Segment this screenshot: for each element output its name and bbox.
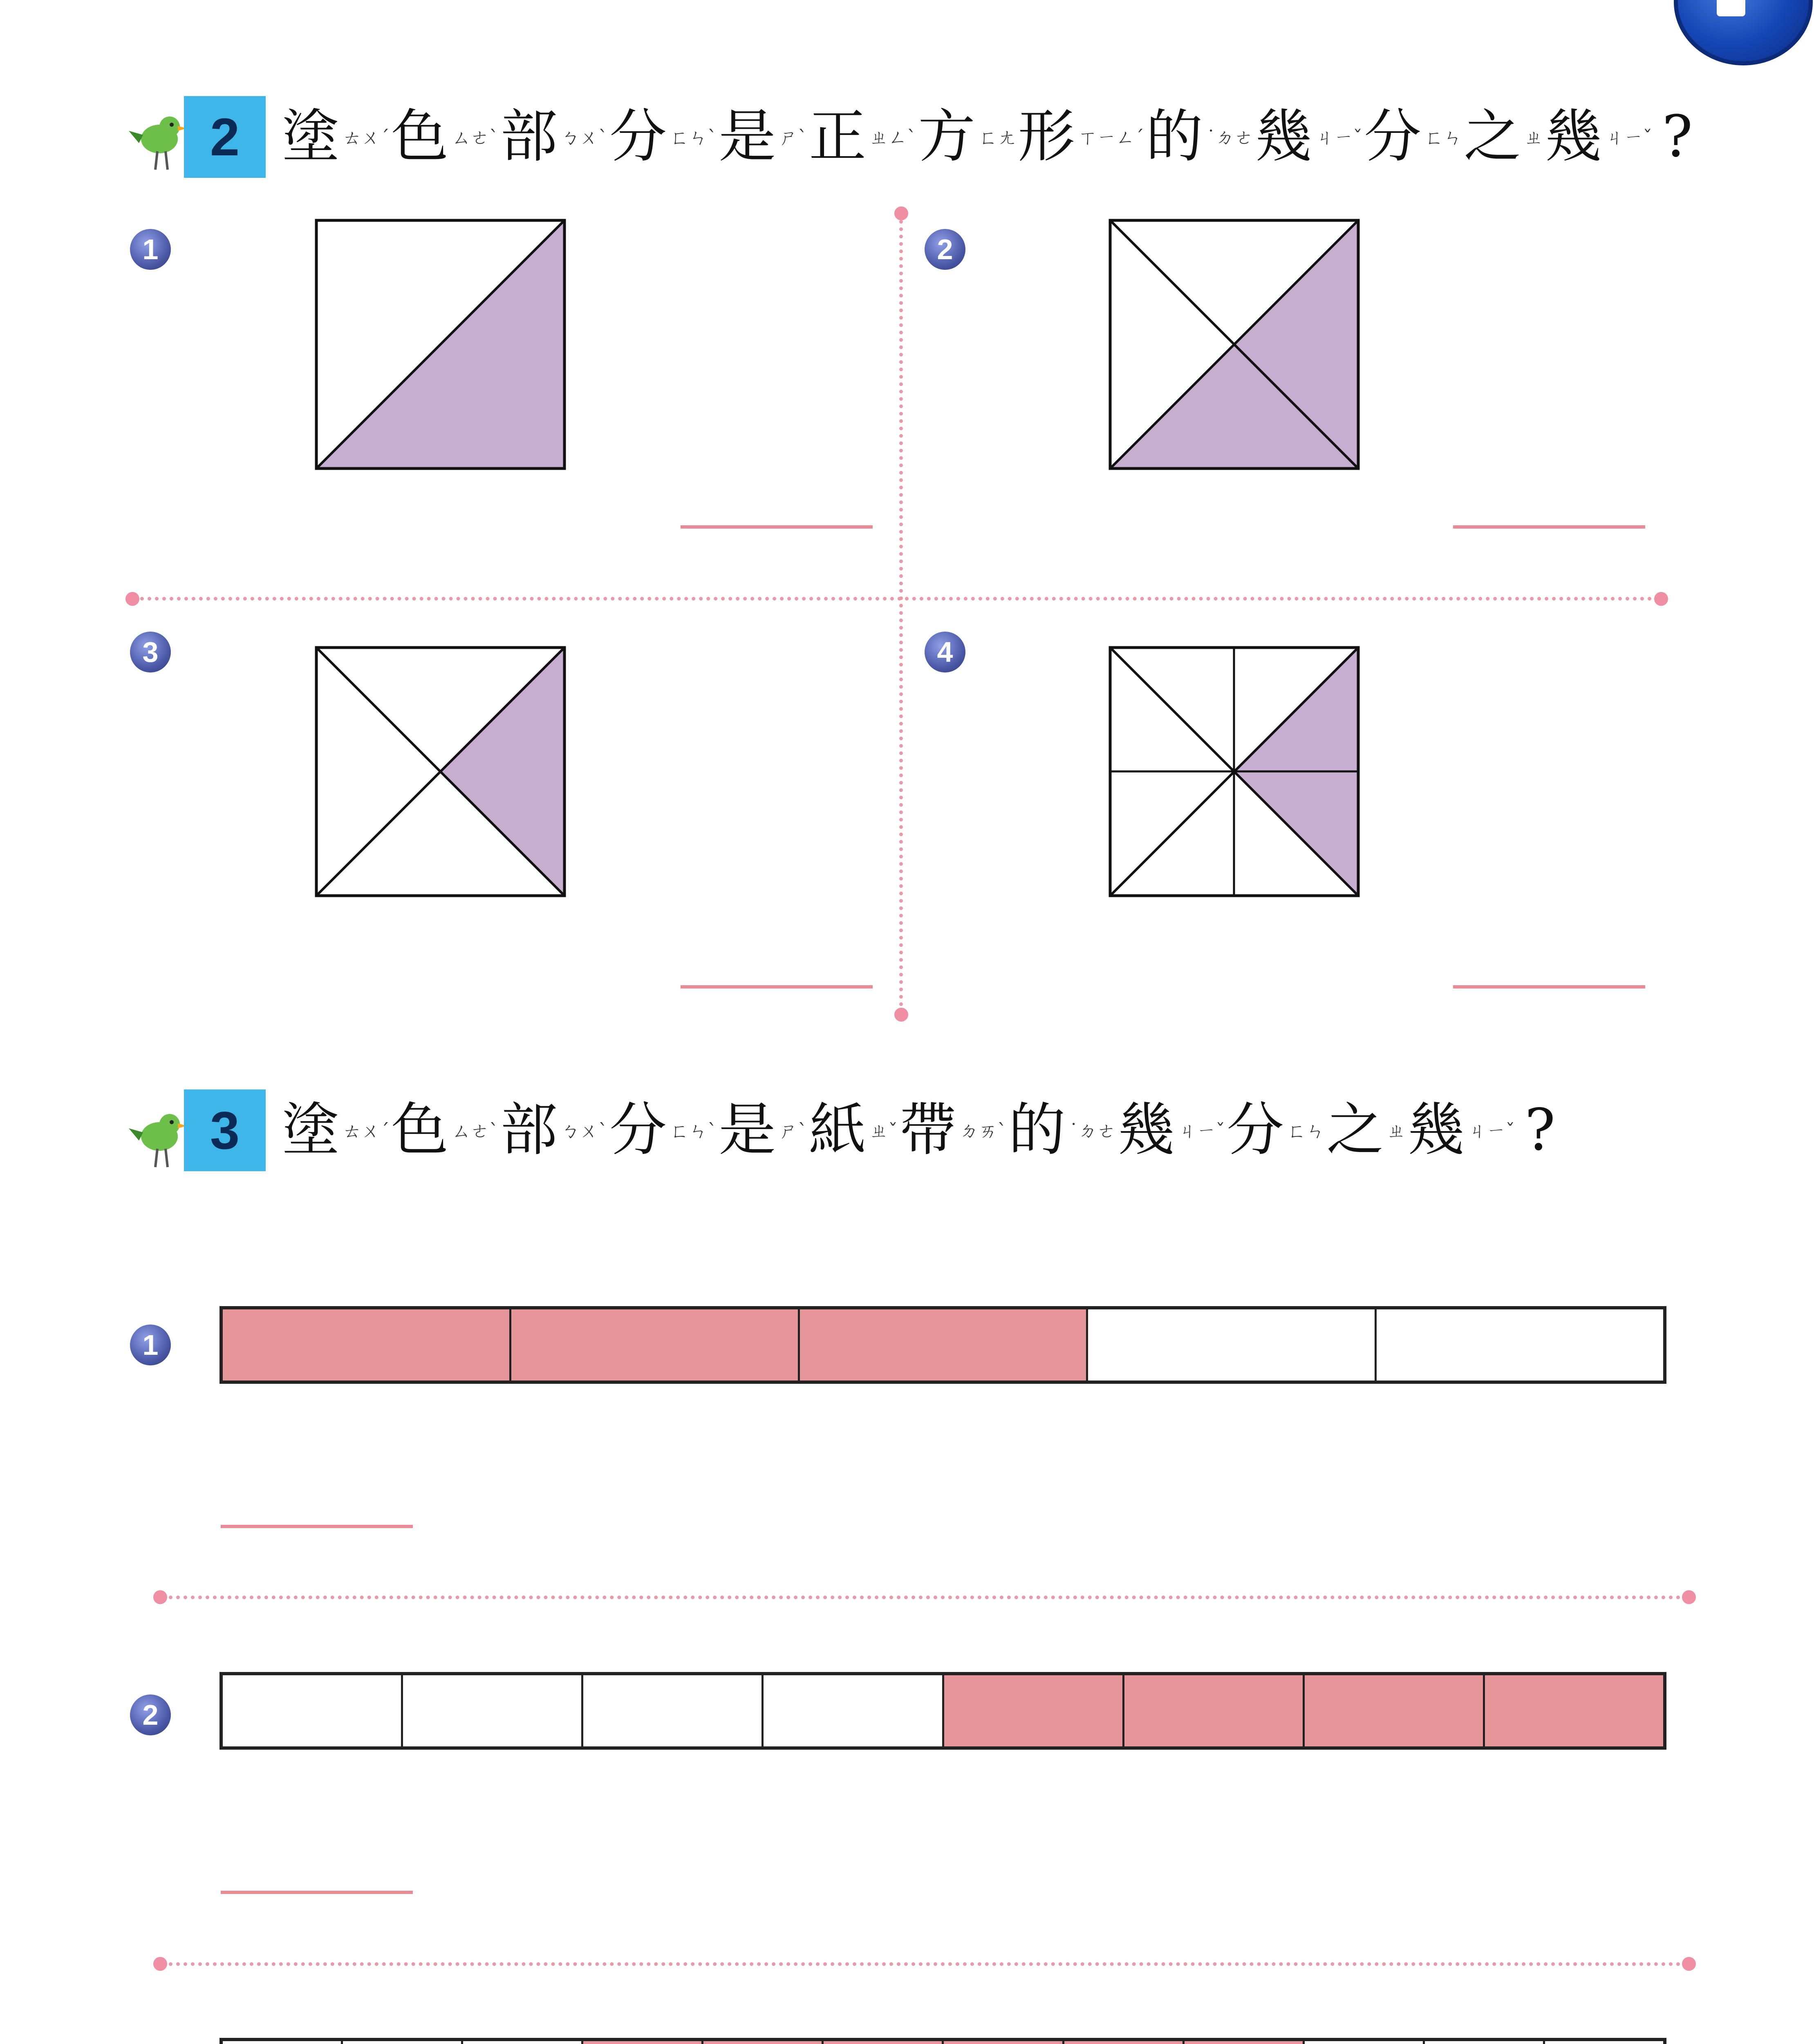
zhuyin-annotation: ㄓˇ <box>869 1120 898 1142</box>
heading-char: 分 <box>1364 103 1423 170</box>
divider-dot <box>1682 1957 1696 1971</box>
strip-cell-shaded <box>1185 2041 1305 2044</box>
answer-line[interactable] <box>681 985 873 988</box>
zhuyin-annotation: ㄕˋ <box>779 1120 808 1142</box>
horizontal-divider <box>161 1962 1688 1966</box>
strip-cell-empty <box>1377 1309 1663 1381</box>
heading-char: 幾 <box>1407 1097 1467 1163</box>
square-figure-2 <box>1109 219 1360 470</box>
strip-cell-shaded <box>1124 1675 1305 1746</box>
heading-char: 正 <box>809 103 868 170</box>
zhuyin-annotation: ˙ㄉㄜ <box>1206 126 1254 148</box>
section3-number-badge: 3 <box>184 1089 266 1171</box>
heading-char: 的 <box>1146 103 1205 170</box>
bird-icon <box>127 1100 188 1169</box>
section2-heading <box>282 96 1694 178</box>
strip-cell-shaded <box>223 1309 511 1381</box>
zhuyin-annotation: ㄙㄜˋ <box>452 126 499 148</box>
zhuyin-annotation: ㄈㄣˋ <box>670 1120 717 1142</box>
item-number: 3 <box>130 632 171 672</box>
item-number: 4 <box>925 632 965 672</box>
answer-line[interactable] <box>1453 985 1645 988</box>
zhuyin-annotation: ㄅㄨˋ <box>561 126 608 148</box>
zhuyin-annotation: ˙ㄉㄜ <box>1069 1120 1116 1142</box>
strip-cell-shaded <box>1485 1675 1663 1746</box>
divider-dot <box>125 592 139 606</box>
square-figure-3 <box>315 646 566 897</box>
zhuyin-annotation: ㄈㄤ <box>979 126 1017 148</box>
zhuyin-annotation: ㄅㄨˋ <box>561 1120 608 1142</box>
heading-char: 是 <box>719 103 778 170</box>
divider-dot <box>1682 1590 1696 1604</box>
answer-line[interactable] <box>221 1525 413 1528</box>
heading-char: 分 <box>1227 1097 1286 1163</box>
zhuyin-annotation: ㄐㄧˇ <box>1605 126 1653 148</box>
strip-cell-shaded <box>1305 1675 1485 1746</box>
item-number: 1 <box>130 1325 171 1365</box>
question-mark: ? <box>1525 1097 1557 1163</box>
zhuyin-annotation: ㄐㄧˇ <box>1315 126 1363 148</box>
paper-strip-3 <box>219 2038 1666 2044</box>
answer-line[interactable] <box>221 1891 413 1894</box>
divider-dot <box>153 1590 167 1604</box>
heading-char: 部 <box>500 1097 560 1163</box>
strip-cell-shaded <box>583 2041 703 2044</box>
strip-cell-shaded <box>703 2041 824 2044</box>
section3-heading <box>282 1089 1557 1172</box>
divider-dot <box>153 1957 167 1971</box>
divider-dot <box>1654 592 1668 606</box>
strip-cell-empty <box>343 2041 463 2044</box>
heading-char: 是 <box>719 1097 778 1163</box>
strip-cell-empty <box>403 1675 583 1746</box>
heading-char: 幾 <box>1255 103 1314 170</box>
strip-cell-empty <box>583 1675 764 1746</box>
heading-char: 紙 <box>809 1097 868 1163</box>
horizontal-divider <box>133 597 1659 601</box>
strip-cell-shaded <box>800 1309 1088 1381</box>
zhuyin-annotation: ㄓ <box>1524 126 1543 148</box>
bird-icon <box>127 102 188 172</box>
zhuyin-annotation: ㄈㄣ <box>1424 126 1462 148</box>
heading-char: 形 <box>1018 103 1077 170</box>
strip-cell-empty <box>1545 2041 1663 2044</box>
section2-number-badge: 2 <box>184 96 266 178</box>
heading-char: 帶 <box>899 1097 959 1163</box>
divider-dot <box>894 206 908 220</box>
strip-cell-shaded <box>944 2041 1064 2044</box>
strip-cell-shaded <box>1064 2041 1185 2044</box>
answer-line[interactable] <box>681 525 873 529</box>
item-number: 2 <box>130 1694 171 1735</box>
strip-cell-shaded <box>511 1309 800 1381</box>
item-number: 1 <box>130 229 171 270</box>
zhuyin-annotation: ㄈㄣˋ <box>670 126 717 148</box>
strip-cell-shaded <box>824 2041 944 2044</box>
corner-help-icon[interactable] <box>1674 0 1813 65</box>
zhuyin-annotation: ㄕˋ <box>779 126 808 148</box>
paper-strip-2 <box>219 1672 1666 1750</box>
heading-char: 塗 <box>282 1097 341 1163</box>
strip-cell-empty <box>223 2041 343 2044</box>
zhuyin-annotation: ㄒㄧㄥˊ <box>1078 126 1144 148</box>
strip-cell-empty <box>1305 2041 1425 2044</box>
square-figure-1 <box>315 219 566 470</box>
heading-char: 幾 <box>1545 103 1604 170</box>
heading-char: 色 <box>391 1097 450 1163</box>
zhuyin-annotation: ㄐㄧˇ <box>1178 1120 1225 1142</box>
heading-char: 幾 <box>1118 1097 1177 1163</box>
heading-char: 分 <box>609 1097 669 1163</box>
shaded-region <box>440 649 563 894</box>
heading-char: 部 <box>500 103 560 170</box>
heading-char: 之 <box>1464 103 1523 170</box>
zhuyin-annotation: ㄊㄨˊ <box>343 126 390 148</box>
item-number: 2 <box>925 229 965 270</box>
horizontal-divider <box>161 1596 1688 1599</box>
strip-cell-empty <box>223 1675 403 1746</box>
heading-char: 之 <box>1326 1097 1386 1163</box>
heading-char: 色 <box>391 103 450 170</box>
zhuyin-annotation: ㄉㄞˋ <box>960 1120 1007 1142</box>
strip-cell-empty <box>764 1675 944 1746</box>
zhuyin-annotation: ㄐㄧˇ <box>1468 1120 1515 1142</box>
strip-cell-empty <box>1425 2041 1545 2044</box>
zhuyin-annotation: ㄓㄥˋ <box>869 126 917 148</box>
square-figure-4 <box>1109 646 1360 897</box>
question-mark: ? <box>1662 103 1695 170</box>
zhuyin-annotation: ㄓ <box>1387 1120 1406 1142</box>
divider-dot <box>894 1008 908 1022</box>
answer-line[interactable] <box>1453 525 1645 529</box>
strip-cell-shaded <box>944 1675 1124 1746</box>
zhuyin-annotation: ㄊㄨˊ <box>343 1120 390 1142</box>
vertical-divider <box>899 213 903 1014</box>
heading-char: 分 <box>609 103 669 170</box>
strip-cell-empty <box>463 2041 583 2044</box>
heading-char: 的 <box>1008 1097 1068 1163</box>
zhuyin-annotation: ㄈㄣ <box>1287 1120 1325 1142</box>
strip-cell-empty <box>1088 1309 1377 1381</box>
heading-char: 方 <box>918 103 977 170</box>
zhuyin-annotation: ㄙㄜˋ <box>452 1120 499 1142</box>
paper-strip-1 <box>219 1306 1666 1384</box>
heading-char: 塗 <box>282 103 341 170</box>
